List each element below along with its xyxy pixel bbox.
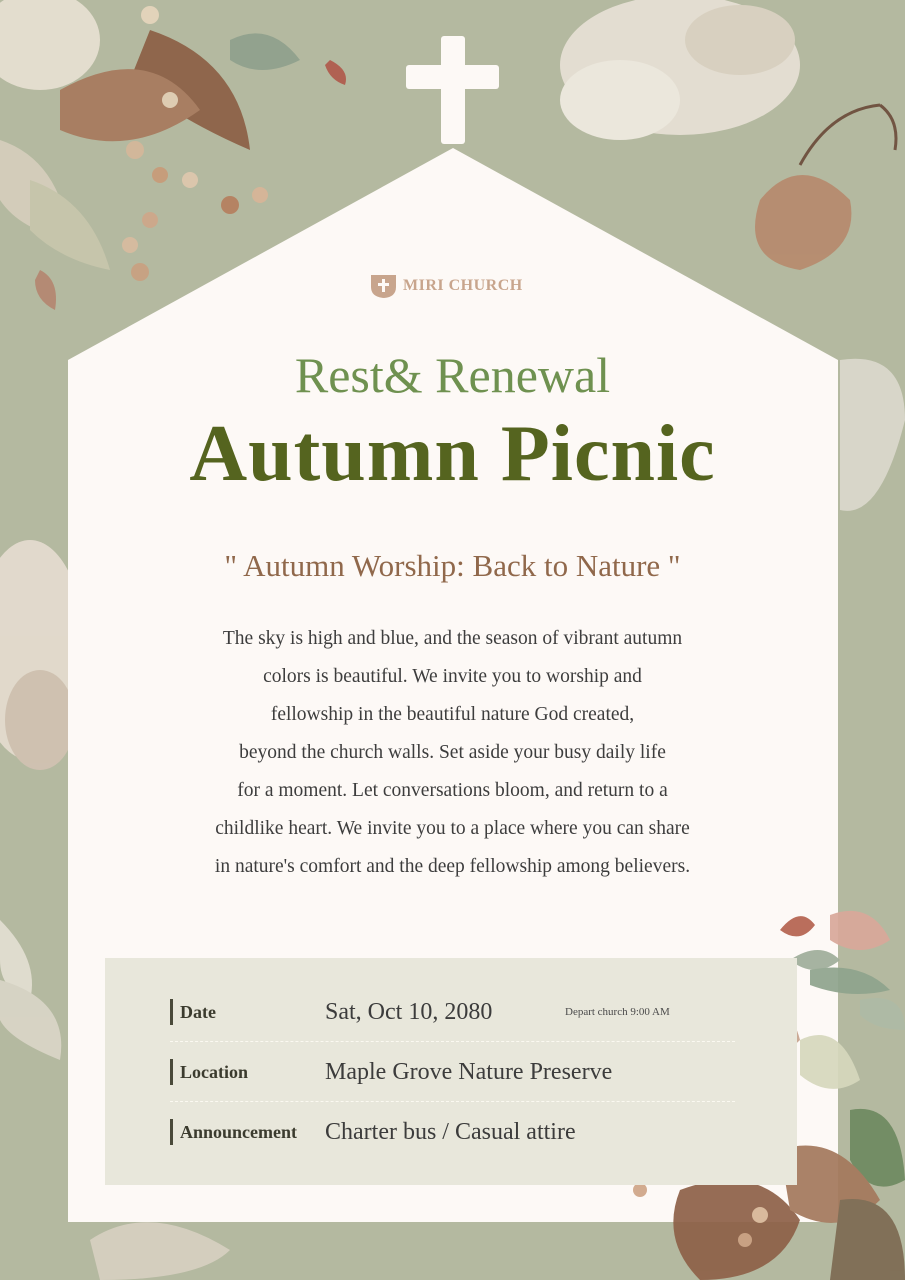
event-theme: " Autumn Worship: Back to Nature " [224, 548, 681, 583]
detail-value: Sat, Oct 10, 2080 [325, 998, 493, 1025]
description-line: The sky is high and blue, and the season of vibrant autumn [222, 628, 683, 649]
description-line: in nature's comfort and the deep fellowship among believers. [214, 856, 691, 877]
description-line: for a moment. Let conversations bloom, and return to a [237, 780, 668, 801]
event-description [150, 620, 755, 886]
church-logo [370, 272, 523, 300]
detail-label: Date [180, 1001, 216, 1022]
description-line: beyond the church walls. Set aside your busy daily life [239, 742, 666, 763]
label-bar [170, 1059, 173, 1085]
event-details [105, 958, 797, 1185]
departure-note: Depart church 9:00 AM [565, 1006, 670, 1018]
description-line: childlike heart. We invite you to a place where you can share [215, 818, 690, 839]
detail-label: Location [180, 1061, 249, 1082]
church-name: MIRI CHURCH [403, 277, 523, 294]
detail-label: Announcement [180, 1121, 298, 1142]
detail-row-announcement [170, 1103, 735, 1161]
label-bar [170, 999, 173, 1025]
detail-row-location [170, 1043, 735, 1102]
church-logo-icon [370, 273, 397, 299]
detail-value: Charter bus / Casual attire [325, 1118, 576, 1145]
detail-row-date [170, 983, 735, 1042]
description-line: colors is beautiful. We invite you to worship and [263, 666, 642, 687]
event-subtitle: Rest& Renewal [294, 347, 611, 403]
description-line: fellowship in the beautiful nature God created, [270, 704, 635, 725]
detail-value: Maple Grove Nature Preserve [325, 1058, 613, 1085]
event-title: Autumn Picnic [189, 410, 716, 498]
label-bar [170, 1119, 173, 1145]
